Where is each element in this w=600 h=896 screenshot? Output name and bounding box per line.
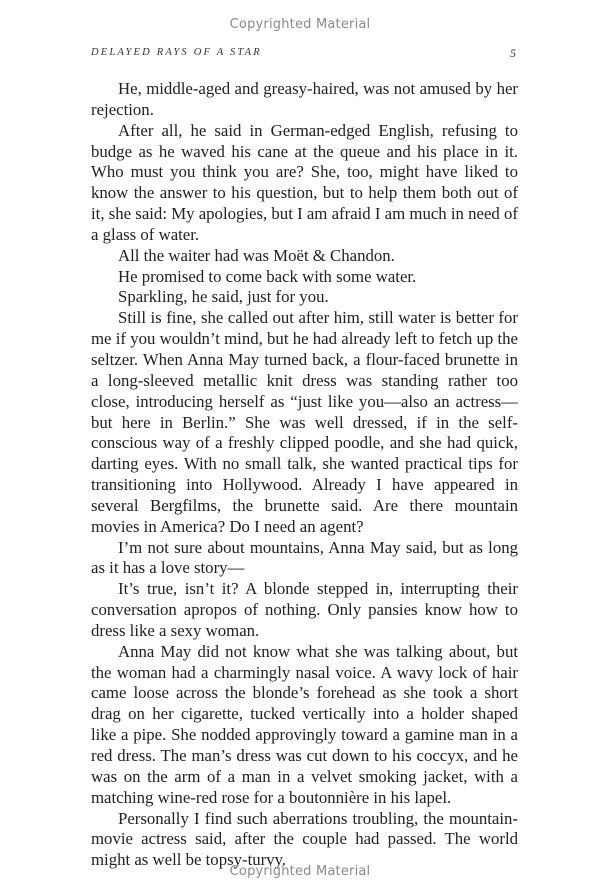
- paragraph: It’s true, isn’t it? A blonde stepped in, interrupting their conversation apropos of nothing. Only pansies know how to dress like a sexy woman.: [91, 579, 518, 640]
- body-text: [91, 79, 518, 871]
- paragraph: He promised to come back with some water.: [118, 266, 417, 286]
- paragraph: Anna May did not know what she was talking about, but the woman had a charmingly nasal voice. A wavy lock of hair came loose across the blonde’s forehead as she took a short drag on her cigarette, tucked vertically into a holder shaped like a pipe. She nodded approvingly toward a gamine man in a red dress. The man’s dress was cut down to his coccyx, and he was on the arm of a man in a velvet smoking jacket, with a matching wine-red rose for a boutonnière in his lapel.: [91, 641, 518, 807]
- copyright-watermark-bottom: Copyrighted Material: [229, 864, 371, 879]
- page-number: 5: [510, 46, 516, 60]
- paragraph: Personally I find such aberrations troubling, the mountain-movie actress said, after the couple had passed. The world might as well be topsy-turvy.: [91, 808, 518, 870]
- running-title: DELAYED RAYS OF A STAR: [91, 47, 262, 58]
- paragraph: All the waiter had was Moët & Chandon.: [118, 245, 395, 265]
- paragraph: After all, he said in German-edged English, refusing to budge as he waved his cane at the queue and his place in it. Who must you think you are? She, too, might have liked to know the answer to his question, but to help them both out of it, she said: My apologies, but I am afraid I am much in need of a glass of water.: [91, 120, 518, 244]
- paragraph: I’m not sure about mountains, Anna May said, but as long as it has a love story—: [91, 537, 518, 578]
- paragraph: Sparkling, he said, just for you.: [118, 287, 329, 307]
- running-head: [91, 47, 516, 63]
- paragraph: He, middle-aged and greasy-haired, was not amused by her rejection.: [91, 79, 518, 119]
- copyright-watermark-top: Copyrighted Material: [229, 17, 371, 32]
- paragraph: Still is fine, she called out after him, still water is better for me if you wouldn’t mind, but he had already left to fetch up the seltzer. When Anna May turned back, a flour-faced brunette in a long-sleeved metallic knit dress was standing rather too close, introducing herself as “just like you—also an actress—but here in Berlin.” She was well dressed, if in the self-conscious way of a freshly clipped poodle, and she had quick, darting eyes. With no small talk, she wanted practical tips for transitioning into Hollywood. Already I have appeared in several Bergfilms, the brunette said. Are there mountain movies in America? Do I need an agent?: [91, 308, 518, 536]
